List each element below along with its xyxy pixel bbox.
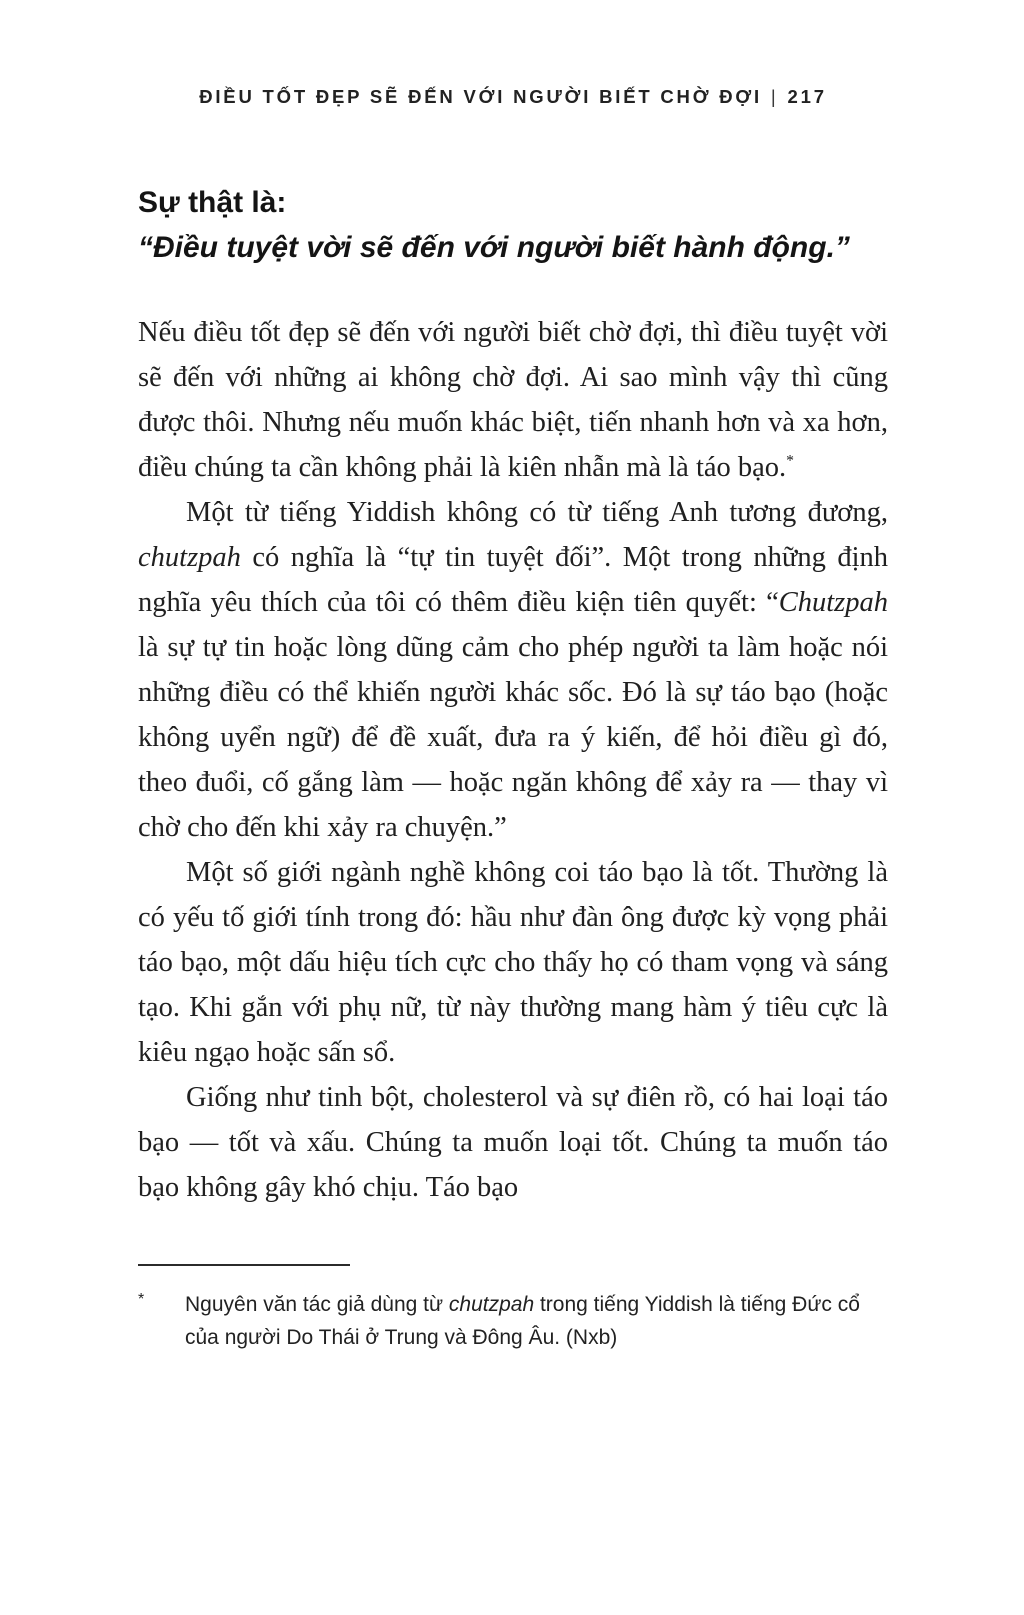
footnote-section	[138, 1264, 888, 1354]
header-separator: |	[770, 86, 779, 107]
footnote-row	[138, 1288, 888, 1354]
running-header	[138, 86, 888, 108]
paragraph: Một từ tiếng Yiddish không có từ tiếng Anh tương đương, chutzpah có nghĩa là “tự tin tuyệt đối”. Một trong những định nghĩa yêu thích của tôi có thêm điều kiện tiên quyết: “Chutzpah là sự tự tin hoặc lòng dũng cảm cho phép người ta làm hoặc nói những điều có thể khiến người khác sốc. Đó là sự táo bạo (hoặc không uyển ngữ) để đề xuất, đưa ra ý kiến, để hỏi điều gì đó, theo đuổi, cố gắng làm — hoặc ngăn không để xảy ra — thay vì chờ cho đến khi xảy ra chuyện.”	[138, 497, 888, 843]
statement-label: Sự thật là:	[138, 186, 287, 219]
statement-quote: “Điều tuyệt vời sẽ đến với người biết hành động.”	[138, 231, 850, 264]
page-number: 217	[787, 86, 827, 107]
paragraph: Một số giới ngành nghề không coi táo bạo là tốt. Thường là có yếu tố giới tính trong đó: hầu như đàn ông được kỳ vọng phải táo bạo, một dấu hiệu tích cực cho thấy họ có tham vọng và sáng tạo. Khi gắn với phụ nữ, từ này thường mang hàm ý tiêu cực là kiêu ngạo hoặc sấn sổ.	[138, 857, 888, 1068]
footnote-text: Nguyên văn tác giả dùng từ chutzpah trong tiếng Yiddish là tiếng Đức cổ của người Do Thái ở Trung và Đông Âu. (Nxb)	[185, 1293, 860, 1349]
body-text	[138, 310, 888, 1210]
chapter-title: ĐIỀU TỐT ĐẸP SẼ ĐẾN VỚI NGƯỜI BIẾT CHỜ ĐỢI	[199, 86, 762, 107]
paragraph: Nếu điều tốt đẹp sẽ đến với người biết chờ đợi, thì điều tuyệt vời sẽ đến với những ai không chờ đợi. Ai sao mình vậy thì cũng được thôi. Nhưng nếu muốn khác biệt, tiến nhanh hơn và xa hơn, điều chúng ta cần không phải là kiên nhẫn mà là táo bạo.*	[138, 317, 888, 483]
footnote-divider	[138, 1264, 350, 1266]
statement-block	[138, 180, 888, 270]
paragraph: Giống như tinh bột, cholesterol và sự điên rồ, có hai loại táo bạo — tốt và xấu. Chúng ta muốn loại tốt. Chúng ta muốn táo bạo không gây khó chịu. Táo bạo	[138, 1082, 888, 1203]
footnote-marker: *	[138, 1291, 145, 1308]
